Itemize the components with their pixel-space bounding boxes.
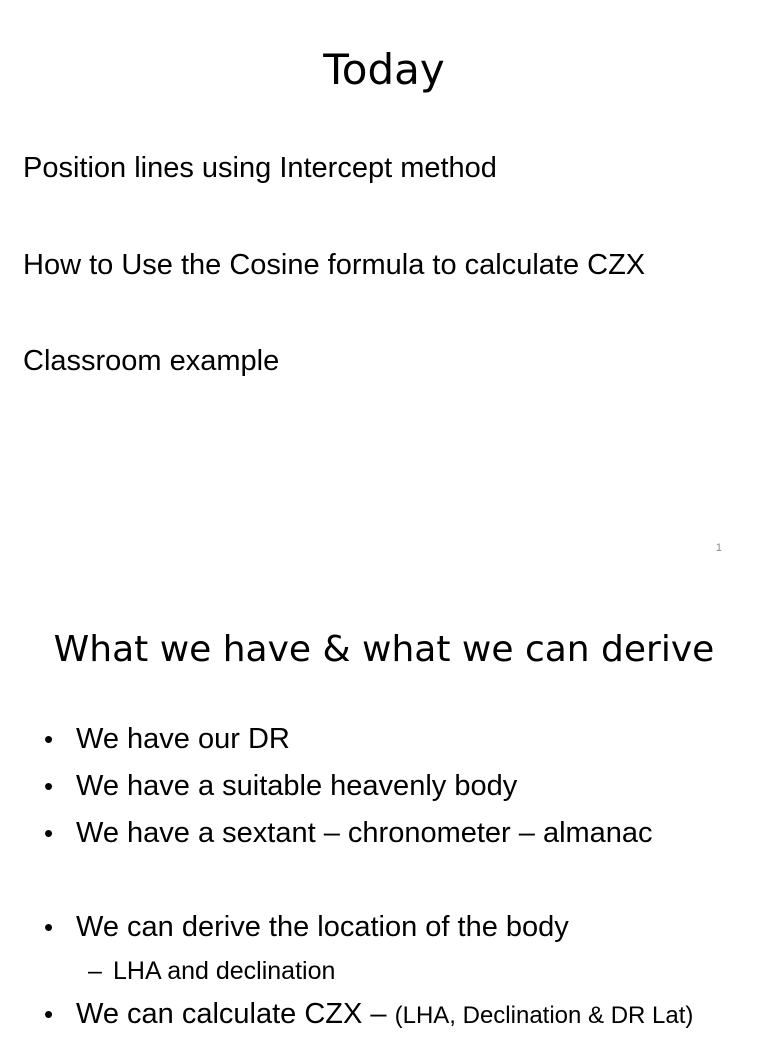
sub-bullet-text: LHA and declination xyxy=(113,957,336,985)
slide-title: What we have & what we can derive xyxy=(53,629,715,670)
bullet-text: We have our DR xyxy=(76,723,290,755)
bullet-marker: • xyxy=(44,724,54,754)
agenda-line-cosine: How to Use the Cosine formula to calculate CZX xyxy=(23,249,646,281)
bullet-marker: • xyxy=(44,818,54,848)
agenda-line-intercept: Position lines using Intercept method xyxy=(23,152,497,184)
bullet-text: We have a sextant – chronometer – almanac xyxy=(76,817,653,849)
bullet-item xyxy=(0,904,768,951)
bullet-text: We can derive the location of the body xyxy=(76,911,569,943)
agenda-line-example: Classroom example xyxy=(23,345,280,377)
bullet-text: We can calculate CZX – xyxy=(76,998,395,1030)
slide-title: Today xyxy=(323,45,445,94)
list-spacer xyxy=(0,857,768,904)
bullet-marker: • xyxy=(44,771,54,801)
bullet-item xyxy=(0,716,768,763)
bullet-item xyxy=(0,991,768,1039)
bullet-item xyxy=(0,763,768,810)
bullet-item xyxy=(0,810,768,857)
bullet-marker: • xyxy=(44,912,54,942)
slide-2 xyxy=(0,576,768,1030)
slide-number: 1 xyxy=(715,542,722,554)
bullet-list xyxy=(0,716,768,1039)
sub-bullet-marker: – xyxy=(88,957,102,985)
bullet-marker: • xyxy=(44,999,54,1029)
bullet-text-small: (LHA, Declination & DR Lat) xyxy=(394,1002,694,1029)
bullet-text: We have a suitable heavenly body xyxy=(76,770,518,802)
sub-bullet-item xyxy=(0,951,768,991)
